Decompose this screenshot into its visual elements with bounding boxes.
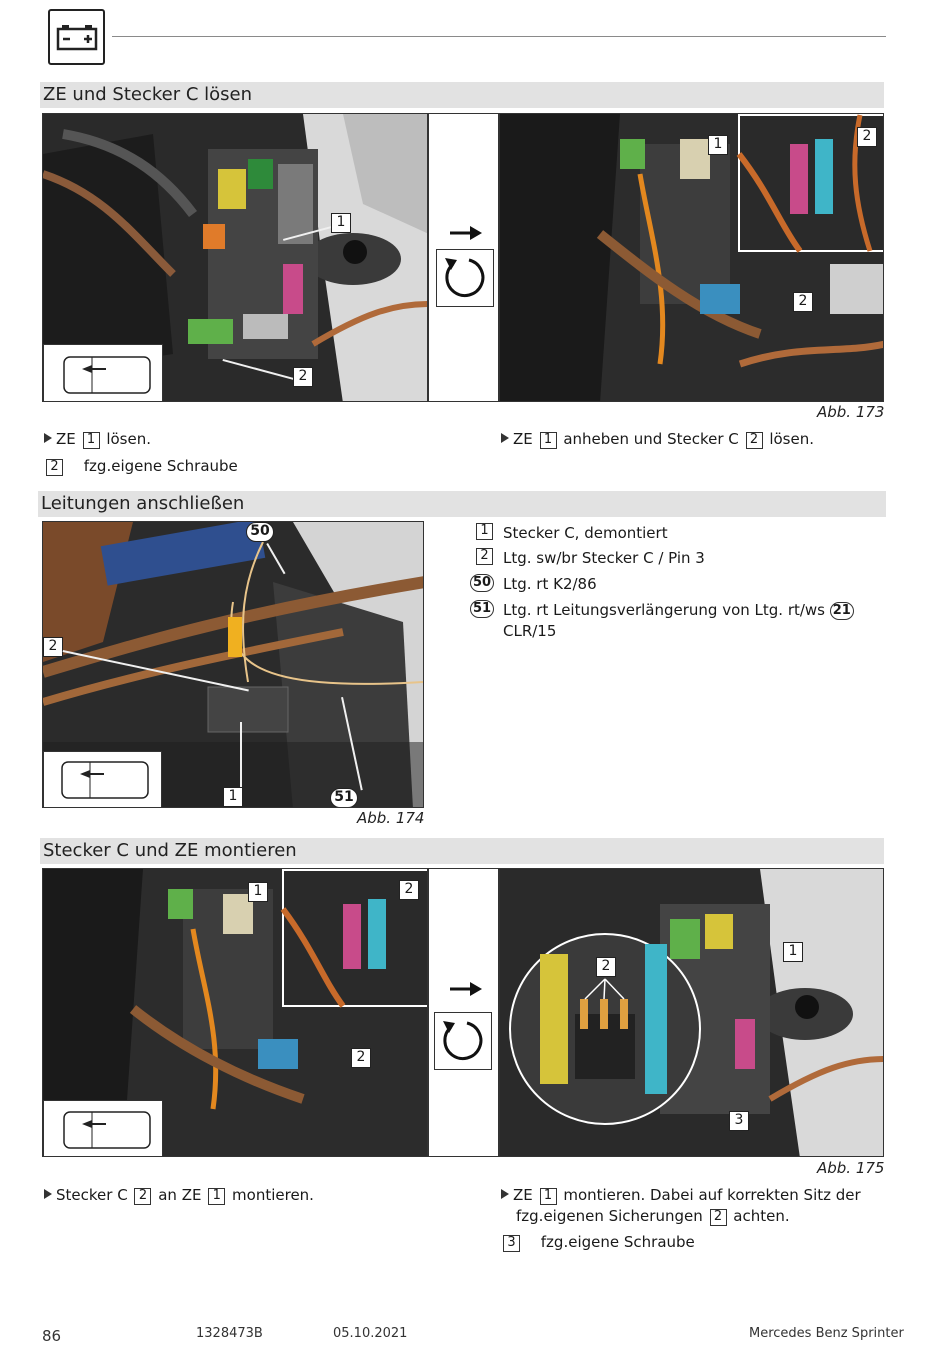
step-release-ze [44, 429, 151, 450]
photo-wire-connection [42, 521, 424, 808]
note-screw [501, 1232, 695, 1253]
photo-fuse-box-mounted [499, 868, 884, 1157]
step-mount-connector [44, 1185, 314, 1206]
photo-connector-mount [42, 868, 428, 1157]
rotate-icon [434, 1012, 492, 1070]
callout-1: 1 [223, 787, 243, 807]
callout-1: 1 [708, 135, 728, 155]
header-rule [112, 36, 886, 37]
legend-item [474, 523, 874, 544]
legend-text: Ltg. rt K2/86 [503, 575, 597, 593]
callout-2: 2 [293, 367, 313, 387]
ref-number: 1 [540, 1188, 557, 1205]
ref-number: 2 [746, 432, 763, 449]
note-text: fzg.eigene Schraube [540, 1233, 695, 1251]
callout-50: 50 [246, 522, 274, 542]
step-text: fzg.eigenen Sicherungen [516, 1207, 703, 1225]
step-text: ZE [513, 430, 533, 448]
step-text: Stecker C [56, 1186, 128, 1204]
ref-number: 51 [470, 600, 494, 618]
arrow-right-icon [448, 224, 484, 242]
ref-number: 2 [134, 1188, 151, 1205]
note-screw [44, 456, 238, 477]
ref-number: 21 [830, 602, 854, 620]
step-text: lösen. [769, 430, 814, 448]
legend-text: Ltg. sw/br Stecker C / Pin 3 [503, 549, 705, 567]
step-text: achten. [733, 1207, 790, 1225]
legend-item [470, 600, 874, 644]
callout-2: 2 [43, 637, 63, 657]
van-top-view-icon [43, 751, 162, 808]
section-title-2: Leitungen anschließen [38, 491, 886, 517]
section-title-3: Stecker C und ZE montieren [40, 838, 884, 864]
bullet-triangle-icon [44, 433, 52, 443]
arrow-right-icon [448, 980, 484, 998]
callout-1: 1 [331, 213, 351, 233]
legend-text: CLR/15 [503, 622, 557, 640]
bullet-triangle-icon [44, 1189, 52, 1199]
section-title-1: ZE und Stecker C lösen [40, 82, 884, 108]
ref-number: 1 [83, 432, 100, 449]
step-text: ZE [56, 430, 76, 448]
note-text: fzg.eigene Schraube [83, 457, 238, 475]
legend-text: Stecker C, demontiert [503, 524, 668, 542]
figure-caption-175: Abb. 175 [817, 1159, 885, 1177]
step-text: montieren. Dabei auf korrekten Sitz der [563, 1186, 861, 1204]
ref-number: 3 [503, 1235, 520, 1252]
rotate-icon [436, 249, 494, 307]
document-date: 05.10.2021 [333, 1326, 408, 1341]
callout-2: 2 [857, 127, 877, 147]
ref-number: 1 [208, 1188, 225, 1205]
ref-number: 2 [476, 548, 493, 565]
photo-fuse-box-engine-bay [42, 113, 428, 402]
callout-2: 2 [793, 292, 813, 312]
ref-number: 50 [470, 574, 494, 592]
legend-item [474, 548, 874, 569]
callout-2: 2 [399, 880, 419, 900]
photo-lifted-fuse-box [499, 113, 884, 402]
legend-item [470, 574, 874, 595]
battery-icon [48, 9, 105, 65]
legend-text: Ltg. rt Leitungsverlängerung von Ltg. rt/ws [503, 601, 826, 619]
ref-number: 2 [46, 459, 63, 476]
step-text: lösen. [106, 430, 151, 448]
ref-number: 1 [476, 523, 493, 540]
callout-2: 2 [351, 1048, 371, 1068]
step-text: an ZE [158, 1186, 202, 1204]
callout-1: 1 [783, 942, 803, 962]
step-text: montieren. [232, 1186, 314, 1204]
bullet-triangle-icon [501, 1189, 509, 1199]
callout-1: 1 [248, 882, 268, 902]
step-text: anheben und Stecker C [563, 430, 739, 448]
step-mount-ze [501, 1185, 881, 1227]
figure-caption-173: Abb. 173 [817, 403, 885, 421]
callout-3: 3 [729, 1111, 749, 1131]
ref-number: 2 [710, 1209, 727, 1226]
step-text: ZE [513, 1186, 533, 1204]
callout-51: 51 [330, 788, 358, 808]
page-number: 86 [42, 1327, 62, 1345]
vehicle-name: Mercedes Benz Sprinter [749, 1326, 904, 1341]
bullet-triangle-icon [501, 433, 509, 443]
van-top-view-icon [43, 1100, 163, 1157]
ref-number: 1 [540, 432, 557, 449]
van-top-view-icon [43, 344, 163, 402]
step-lift-ze [501, 429, 814, 450]
callout-2: 2 [596, 957, 616, 977]
document-number: 1328473B [196, 1326, 263, 1341]
figure-caption-174: Abb. 174 [357, 809, 425, 827]
